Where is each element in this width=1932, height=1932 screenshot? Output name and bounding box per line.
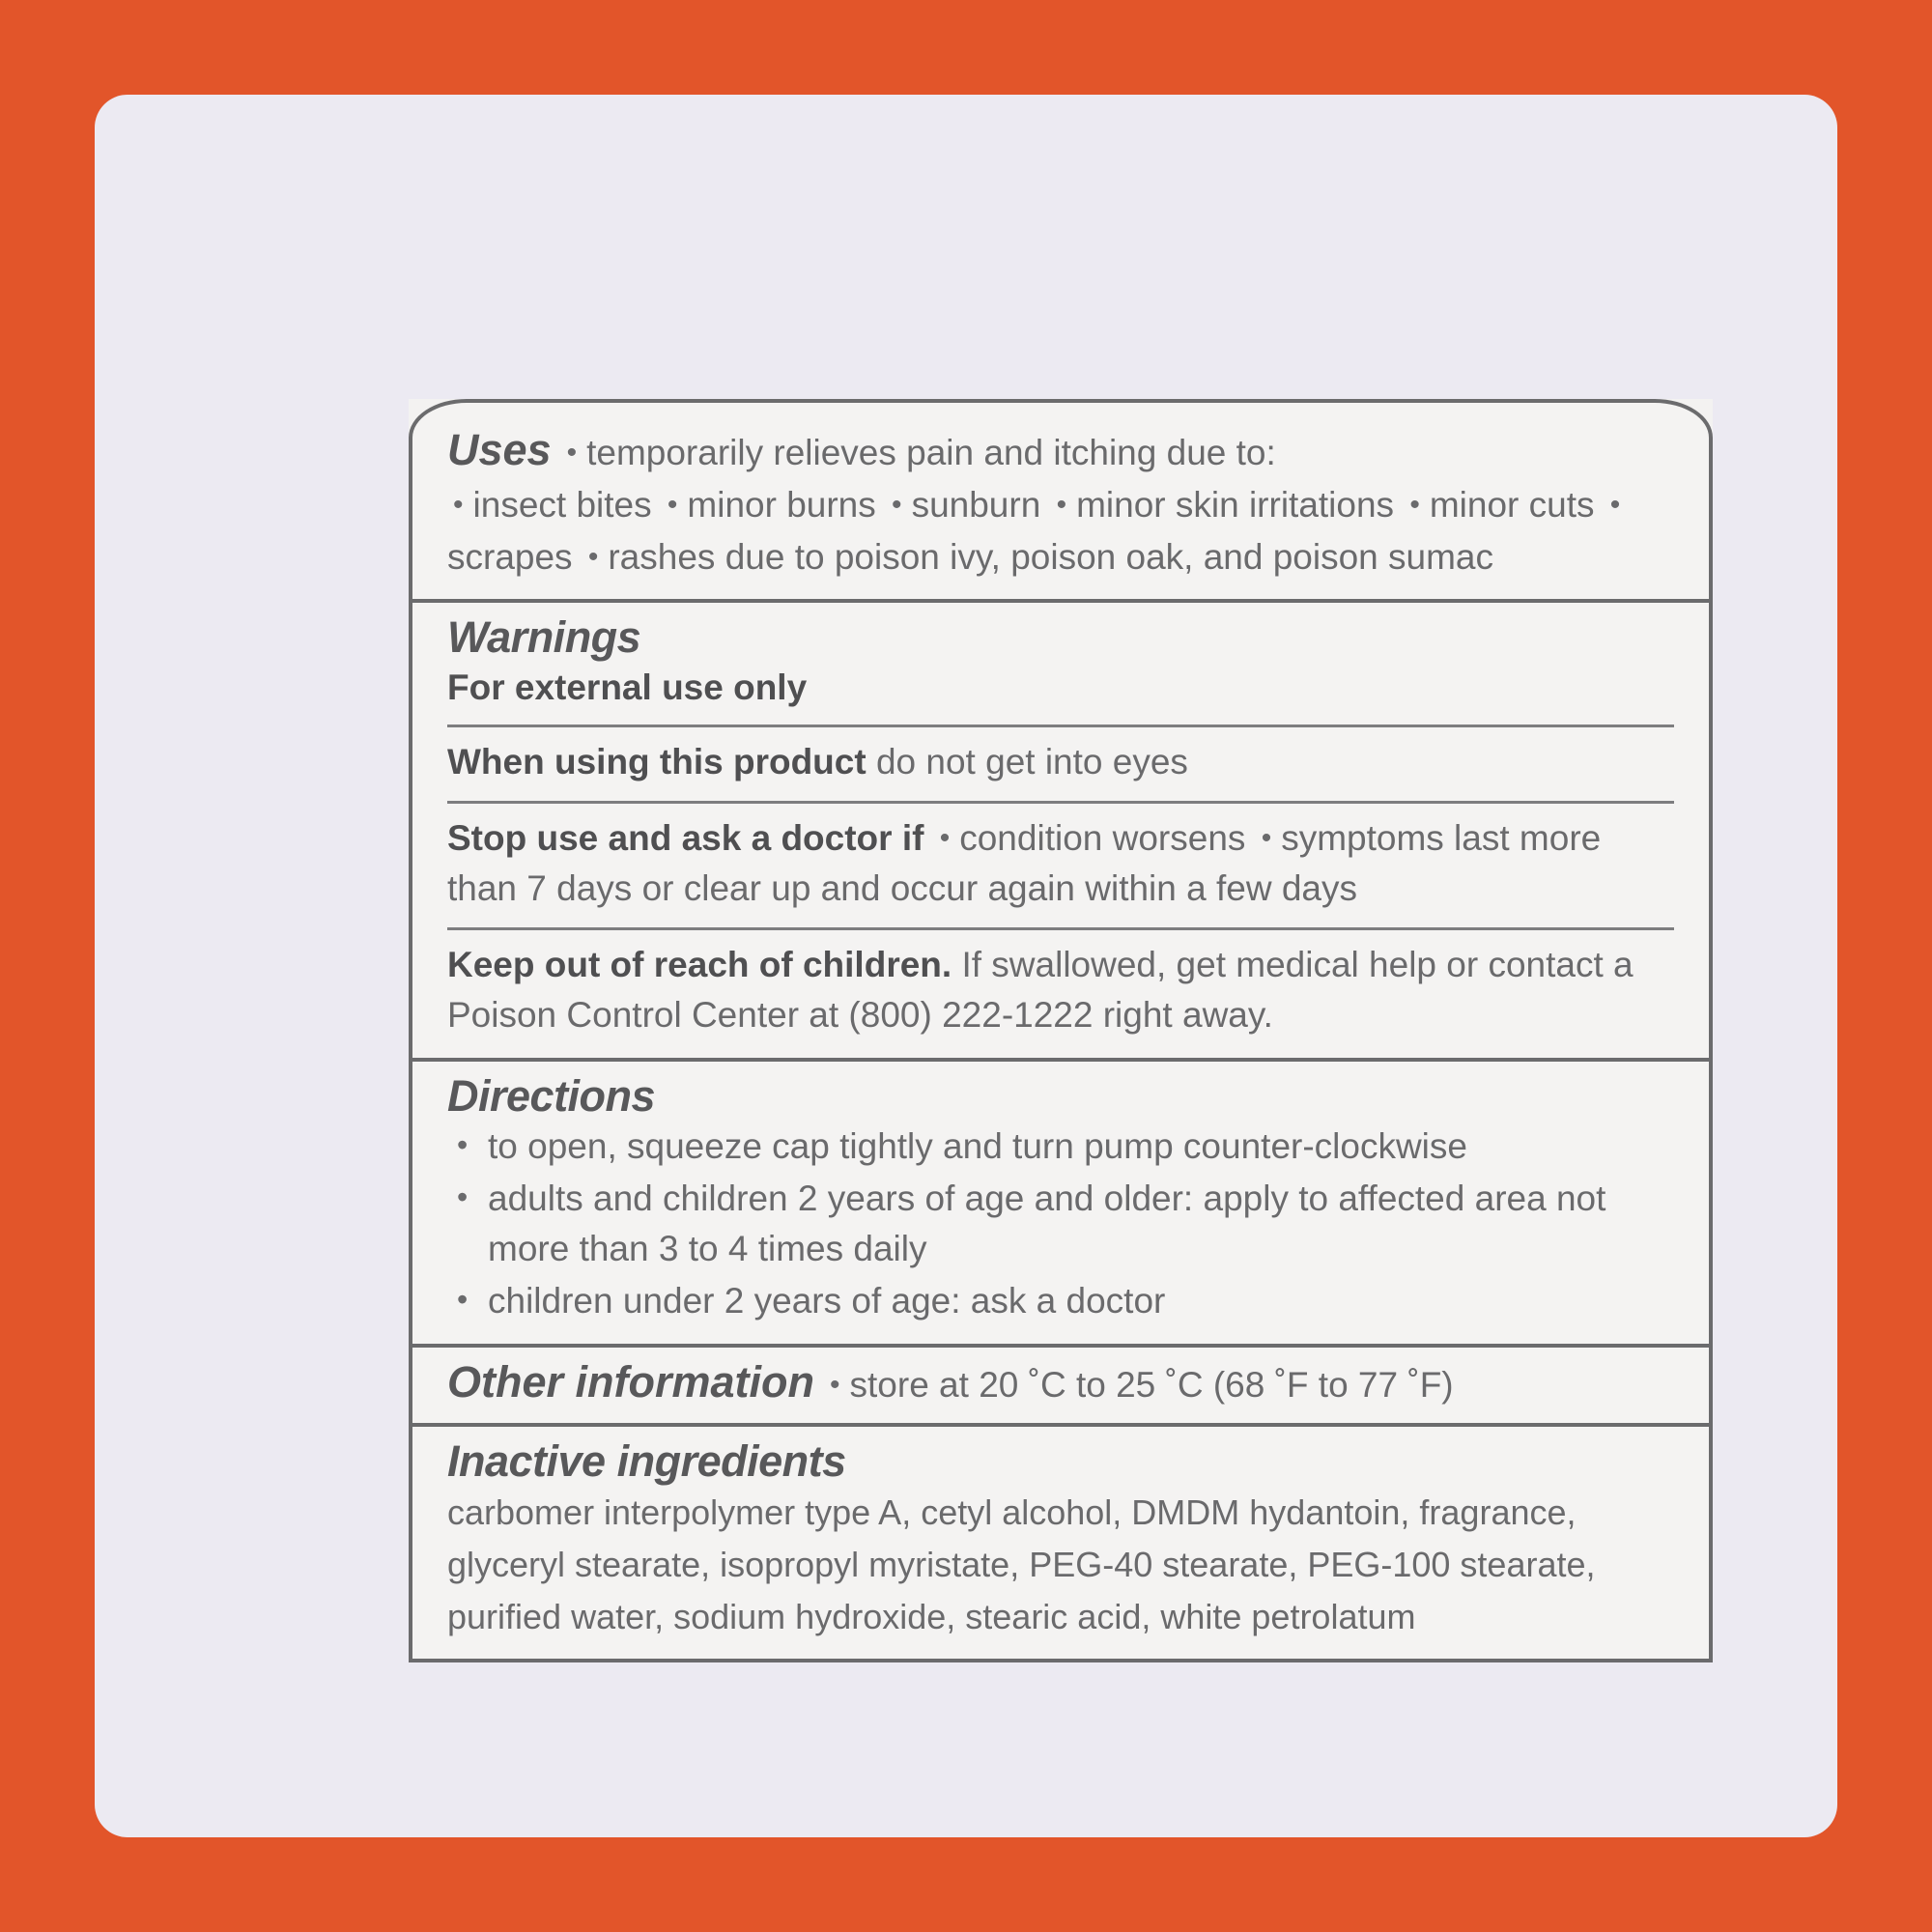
inactive-ingredients-text: carbomer interpolymer type A, cetyl alcohol, DMDM hydantoin, fragrance, glyceryl stearate, isopropyl myristate, PEG-40 stearate, PEG-100 stearate, purified water, sodium hydroxide, stearic acid, white petrolatum: [447, 1492, 1596, 1636]
other-information-line: [447, 1357, 1674, 1407]
inactive-ingredients-heading: Inactive ingredients: [447, 1436, 846, 1486]
directions-list: [447, 1122, 1674, 1326]
bullet-icon: •: [667, 489, 678, 521]
warnings-keep-out-bold: Keep out of reach of children.: [447, 945, 952, 984]
uses-item-5: scrapes: [447, 537, 573, 577]
directions-item: • to open, squeeze cap tightly and turn pump counter-clockwise: [447, 1122, 1674, 1172]
uses-intro: temporarily relieves pain and itching due to:: [586, 433, 1276, 472]
bullet-icon: •: [587, 541, 599, 573]
uses-item-6: rashes due to poison ivy, poison oak, and poison sumac: [608, 537, 1494, 577]
warnings-stop-use-item-0: condition worsens: [959, 818, 1246, 858]
warnings-stop-use-bold: Stop use and ask a doctor if: [447, 818, 924, 858]
drug-facts-label: [409, 399, 1713, 1662]
bullet-icon: •: [453, 489, 464, 521]
warnings-panel: [409, 603, 1713, 1062]
warnings-external-use: For external use only: [447, 668, 808, 707]
warnings-keep-out: [447, 940, 1674, 1042]
directions-heading: Directions: [447, 1071, 656, 1121]
bullet-icon: •: [830, 1369, 840, 1401]
uses-heading: Uses: [447, 425, 552, 474]
warnings-when-using-text: do not get into eyes: [875, 742, 1188, 781]
warnings-stop-use-item-1: symptoms last more than 7 days or clear up and occur again within a few days: [447, 818, 1602, 908]
bullet-icon: •: [566, 437, 578, 469]
warnings-stop-use: [447, 813, 1674, 916]
uses-item-3: minor skin irritations: [1076, 485, 1395, 525]
warnings-heading: Warnings: [447, 612, 641, 662]
warnings-when-using: [447, 737, 1674, 789]
inactive-ingredients-panel: [409, 1427, 1713, 1662]
directions-item: • children under 2 years of age: ask a doctor: [447, 1276, 1674, 1326]
uses-panel: [409, 399, 1713, 603]
divider: [447, 801, 1674, 804]
divider: [447, 927, 1674, 930]
bullet-icon: •: [939, 822, 951, 854]
other-information-text: store at 20 ˚C to 25 ˚C (68 ˚F to 77 ˚F): [849, 1365, 1454, 1405]
uses-item-0: insect bites: [472, 485, 652, 525]
bullet-icon: •: [1261, 822, 1272, 854]
uses-heading-line: [447, 424, 1674, 479]
other-information-panel: [409, 1348, 1713, 1427]
divider: [447, 724, 1674, 727]
other-information-heading: Other information: [447, 1357, 814, 1406]
bullet-icon: •: [1609, 489, 1621, 521]
bullet-icon: •: [1409, 489, 1420, 521]
uses-item-2: sunburn: [911, 485, 1041, 525]
directions-item: • adults and children 2 years of age and older: apply to affected area not more than 3 to 4 times daily: [447, 1174, 1674, 1274]
directions-panel: [409, 1062, 1713, 1348]
bullet-icon: •: [892, 489, 902, 521]
bullet-icon: •: [1056, 489, 1067, 521]
photo-card: [95, 95, 1837, 1837]
warnings-keep-out-text: If swallowed, get medical help or contact a Poison Control Center at (800) 222-1222 right away.: [447, 945, 1634, 1035]
warnings-when-using-bold: When using this product: [447, 742, 867, 781]
uses-item-1: minor burns: [687, 485, 876, 525]
uses-item-4: minor cuts: [1429, 485, 1595, 525]
uses-items: [447, 479, 1674, 583]
